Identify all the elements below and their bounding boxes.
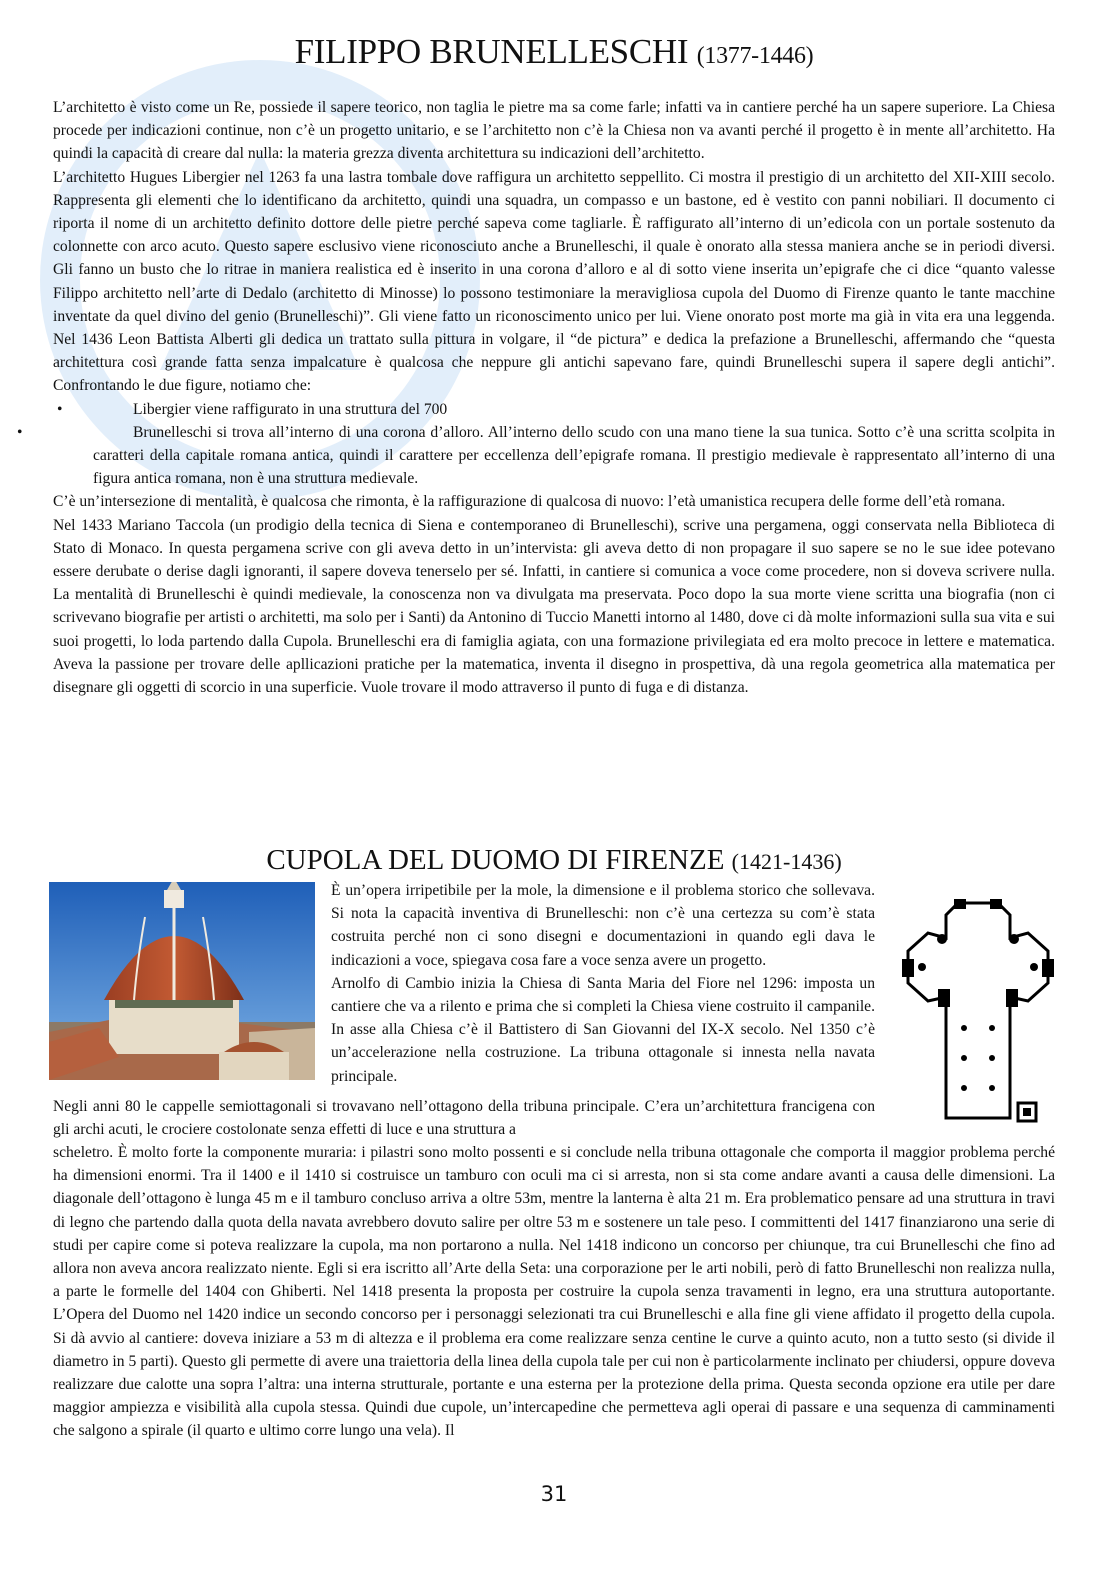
list-item [53,398,1055,421]
title-text: CUPOLA DEL DUOMO DI FIRENZE [266,844,725,876]
title-text: FILIPPO BRUNELLESCHI [294,32,689,71]
paragraph: C’è un’intersezione di mentalità, è qualcosa che rimonta, è la raffigurazione di qualcosa di nuovo: l’età umanistica recupera delle forme dell’età romana. [53,493,1006,511]
paragraph: L’architetto Hugues Libergier nel 1263 fa una lastra tombale dove raffigura un architetto seppellito. Ci mostra il prestigio di un architetto del XII-XIII secolo. Rappresenta gli elementi che lo identificano da architetto, quindi una squadra, un compasso e un bastone, ed è vestito con panni nobiliari. Il documento ci riporta il nome di un architetto definito dottore delle pietre perché sapeva come tagliarle. È raffigurato all’interno di un’edicola con un portale sostenuto da colonnette con arco acuto. Questo sapere esclusivo viene riconosciuto anche a Brunelleschi, il quale è onorato alla stessa maniera anche se in periodi diversi. Gli fanno un busto che lo ritrae in maniera realistica ed è inserito in una corona d’alloro e al di sotto viene inserita un’epigrafe che ci dice “quanto valesse Filippo architetto nell’arte di Dedalo (architetto di Minosse) lo possono testimoniare la meravigliosa cupola del Duomo di Firenze quanto le tante macchine inventate da quel divino del genio (Brunelleschi)”. Gli viene fatto un riconoscimento unico per lui. Viene onorato post morte ma già in vita era una leggenda. Nel 1436 Leon Battista Alberti gli dedica un trattato sulla pittura in volgare, il “de pictura” e dedica la prefazione a Brunelleschi, affermando che “questa architettura così grande fatta senza impalcature è qualcosa che neppure gli antichi sapevano fare, quindi Brunelleschi supera il sapere degli antichi”. Confrontando le due figure, notiamo che: [53,168,1055,395]
page-number: 31 [540,1482,568,1506]
title-years: (1377-1446) [696,43,814,69]
paragraph: È un’opera irripetibile per la mole, la dimensione e il problema storico che sollevava. Si nota la capacità inventiva di Brunelleschi: non c’è una certezza su com’è stata costruita perché non ci sono disegni e documentazioni in quando egli dava le indicazioni a voce, spiegava cosa fare a voce senza avere un progetto. [331,882,875,969]
list-item [17,421,1055,491]
floor-plan-diagram [898,893,1058,1133]
section-title-cupola [53,842,1055,880]
section-body-cupola-mid [53,1095,875,1141]
paragraph: L’architetto è visto come un Re, possiede il sapere teorico, non taglia le pietre ma sa come farle; infatti va in cantiere perché ha un sapere superiore. La Chiesa procede per indicazioni continue, non c’è un progetto unitario, e se l’architetto non c’è la Chiesa non va avanti perché il progetto è in mente all’architetto. Ha quindi la capacità di creare dal nulla: la materia grezza diventa architettura su indicazioni dell’architetto. [53,99,1055,163]
section-body-cupola-top [331,879,875,1088]
title-years: (1421-1436) [731,849,842,874]
section-body-brunelleschi [17,96,1055,699]
bullet-icon: • [57,400,63,418]
bullet-icon: • [17,423,23,441]
duomo-photo [49,882,315,1080]
list-item-text: Brunelleschi si trova all’interno di una corona d’alloro. All’interno dello scudo con una mano tiene la sua tunica. Sotto c’è una scritta scolpita in caratteri della capitale romana antica, quindi il carattere per eccellenza dell’epigrafe romana. Il prestigio medievale è rappresentato all’interno di una figura antica romana, non è una struttura medievale. [93,423,1055,488]
paragraph: Arnolfo di Cambio inizia la Chiesa di Santa Maria del Fiore nel 1296: imposta un cantiere che va a rilento e prima che si completi la Chiesa viene costruito il campanile. In asse alla Chiesa c’è il Battistero di San Giovanni del IX-X secolo. Nel 1350 c’è un’accelerazione nella costruzione. La tribuna ottagonale si innesta nella navata principale. [331,974,875,1085]
paragraph: scheletro. È molto forte la componente muraria: i pilastri sono molto possenti e si conclude nella tribuna ottagonale che comporta il maggior problema perché ha dimensioni enormi. Tra il 1400 e il 1410 si costruisce un tamburo con oculi ma ci si arresta, non si sta come andare avanti a causa delle dimensioni. La diagonale dell’ottagono è lunga 45 m e il tamburo concluso arriva a oltre 53m, mentre la lanterna è alta 21 m. Era problematico pensare ad una struttura in travi di legno che partendo dalla quota della navata avrebbero dovuto salire per oltre 53 m e sostenere un tale peso. I committenti del 1417 finanziarono una serie di studi per capire come si poteva realizzare la cupola, ma non portarono a nulla. Nel 1418 indicono un concorso per chiunque, tra cui Brunelleschi che fino ad allora non aveva ancora realizzato niente. Egli si era iscritto all’Arte della Seta: una corporazione per le arti nobili, però di fatto Brunelleschi non realizza nulla, a parte le formelle del 1404 con Ghiberti. Nel 1418 presenta la proposta per costruire la cupola senza travamenti in legno, era una struttura autoportante. L’Opera del Duomo nel 1420 indice un secondo concorso per i personaggi selezionati tra cui Brunelleschi e alla fine gli viene affidato il progetto della cupola. Si dà avvio al cantiere: doveva iniziare a 53 m di altezza e il problema era come realizzare senza centine le curve a quinto acuto, non a tutto sesto (si divide il diametro in 5 parti). Questo gli permette di avere una traiettoria della linea della cupola tale per cui non è particolarmente inclinato per chiudersi, oppure doveva realizzare due calotte una sopra l’altra: una interna strutturale, portante e una esterna per la protezione della prima. Questa seconda opzione era utile per dare maggior ampiezza e visibilità alla cupola stessa. Quindi due cupole, un’intercapedine che permetteva agli operai di passare e una sequenza di camminamenti che salgono a spirale (il quarto e ultimo corre lungo una vela). Il [53,1144,1055,1440]
paragraph: Negli anni 80 le cappelle semiottagonali si trovavano nell’ottagono della tribuna principale. C’era un’architettura francigena con gli archi acuti, le crociere costolonate senza effetti di luce e una struttura a [53,1098,875,1139]
list-item-text: Libergier viene raffigurato in una struttura del 700 [133,400,448,418]
section-body-cupola-bottom [53,1141,1055,1443]
bullet-list [17,398,1055,491]
section-title-brunelleschi [53,30,1055,78]
paragraph: Nel 1433 Mariano Taccola (un prodigio della tecnica di Siena e contemporaneo di Brunelleschi), scrive una pergamena, oggi conservata nella Biblioteca di Stato di Monaco. In questa pergamena scrive con gli aveva detto in un’intervista: gli aveva detto di non propagare il suo sapere se no le sue idee potevano essere derubate o derise dagli ignoranti, il sapere doveva tenerselo per sé. Infatti, in cantiere si comunica a voce come procedere, non si doveva scrivere nulla. La mentalità di Brunelleschi è quindi medievale, la conoscenza non va divulgata ma preservata. Poco dopo la sua morte viene scritta una biografia (non ci scrivevano biografie per artisti o architetti, ma solo per i Santi) da Antonino di Tuccio Manetti intorno al 1480, dove ci dà molte informazioni sulla sua vita e sui suoi progetti, lo loda partendo dalla Cupola. Brunelleschi era di famiglia agiata, con una formazione privilegiata ed era molto precoce in lettere e matematica. Aveva la passione per trovare delle apllicazioni pratiche per la matematica, inventa il disegno in prospettiva, dà una regola geometrica alla matematica per disegnare gli oggetti di scorcio in una superficie. Vuole trovare il modo attraverso il punto di fuga e di distanza. [53,516,1055,697]
